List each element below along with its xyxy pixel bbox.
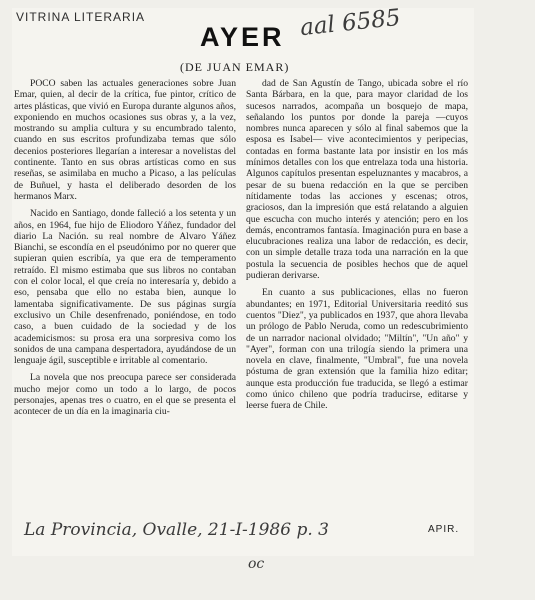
article-title: AYER (200, 22, 285, 52)
handwritten-mark: oc (248, 556, 265, 572)
article-paragraph: dad de San Agustín de Tango, ubicada sobre el río Santa Bárbara, en la que, para mayor claridad de los sucesos narrados, acompaña un bosquejo de mapa, señalando los puntos por donde la pareja —cuyos nombres nunca aparecen y sólo al final sabemos que la esposa es Isabel— vive acontecimientos y peripecias, contadas en forma bastante lata por insistir en los más mínimos detalles con los que entrelaza toda una historia. Algunos capítulos presentan espeluznantes y macabros, a pesar de su buena redacción en la que se perciben nítidamente todas las acciones y escenas; otros, graciosos, dan la impresión que está relatando a alguien que escucha con mucho interés y atención; pero en los demás, encontramos fantasía. Imaginación pura en base a elucubraciones realiza una labor de redacción, es decir, con un simple detalle traza toda una narración en la que postula la secuencia de posibles hechos que de aquel pudieran derivarse. (246, 78, 468, 282)
article-paragraph: POCO saben las actuales generaciones sobre Juan Emar, quien, al decir de la crítica, fue pintor, crítico de artes plásticas, que vivió en Europa durante algunos años, exponiendo en muchos ocasiones sus obras y, a la vez, mostrando su amplia cultura y su encumbrado talento, cuando en sus escritos profundizaba temas que sólo decenios posteriores llegarían a interesar a novelistas del continente. Tanto en sus obras artísticas como en sus reseñas, se asimilaba en mucho a Picaso, a las películas de Buñuel, y hasta el deliberado desorden de los hermanos Marx. (14, 78, 236, 202)
handwritten-catalog-code: aal 6585 (298, 4, 402, 42)
article-byline: (DE JUAN EMAR) (180, 60, 290, 74)
article-column-left (14, 78, 236, 418)
handwritten-source-note: La Provincia, Ovalle, 21-I-1986 p. 3 (24, 520, 329, 540)
author-signature: APIR. (428, 524, 460, 535)
section-heading: VITRINA LITERARIA (16, 10, 146, 24)
article-paragraph: La novela que nos preocupa parece ser considerada mucho mejor como un todo a lo largo, de pocos personajes, apenas tres o cuatro, en el que se presenta el acontecer de un día en la imaginaria ciu- (14, 372, 236, 418)
article-paragraph: Nacido en Santiago, donde falleció a los setenta y un años, en 1964, fue hijo de Eliodoro Yáñez, fundador del diario La Nación. su real nombre de Alvaro Yáñez Bianchi, se escondía en el pseudónimo por no querer que supieran quien escribía, ya que era de temperamento retraído. El mismo estimaba que sus libros no contaban con el color local, el que creía no interesaría y, debido a eso, pensaba que ello no estaba bien, aunque lo lamentaba significativamente. De sus páginas surgía exclusivo un Chile desenfrenado, poniéndose, en todo caso, a buen cuidado de la sociedad y de los academicismos: su prosa era una sorpresiva como los sonidos de una campana despertadora, ayudándose de un lenguaje ágil, susceptible e irritable al comentario. (14, 208, 236, 367)
article-paragraph: En cuanto a sus publicaciones, ellas no fueron abundantes; en 1971, Editorial Universitaria reeditó sus cuentos "Diez", ya publicados en 1937, que ahora llevaba un prólogo de Pablo Neruda, como un redescubrimiento de un narrador nacional olvidado; "Miltín", "Un año" y "Ayer", forman con una trilogía siendo la primera una novela en clave, finalmente, "Umbral", fue una novela póstuma de gran extensión que la familia hizo editar; aunque esta producción fue traducida, se llegó a estimar como único chileno que podría traducirse, editarse y leerse fuera de Chile. (246, 287, 468, 412)
article-column-right (246, 78, 468, 412)
